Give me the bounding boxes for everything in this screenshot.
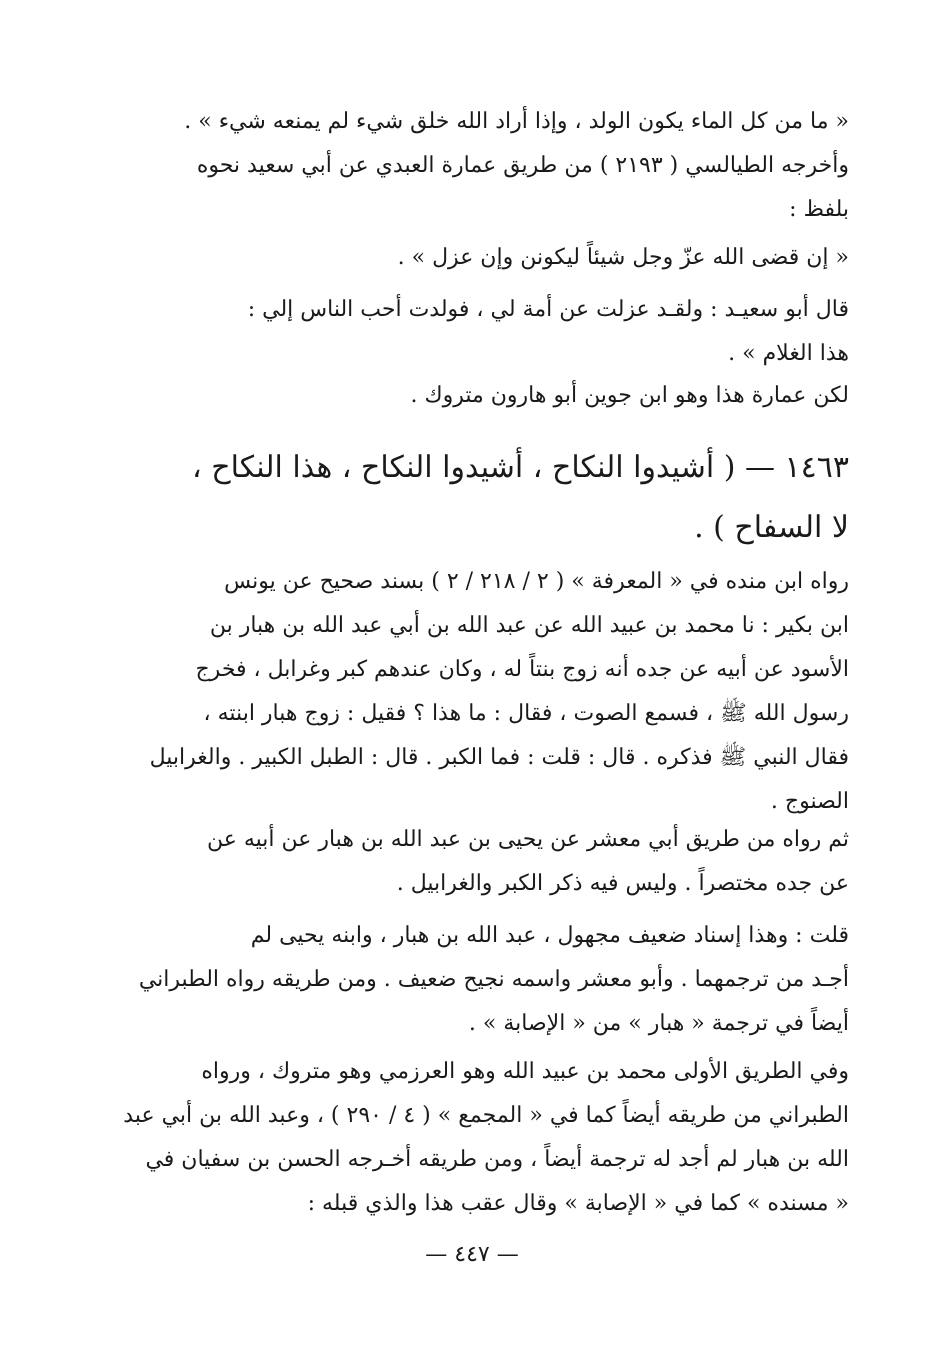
text-line: قال أبو سعيـد : ولقـد عزلت عن أمة لي ، فولدت أحب الناس إلي : (247, 297, 849, 322)
text-line: هذا الغلام » . (728, 341, 849, 366)
text-line: أيضاً في ترجمة « هبار » من « الإصابة » . (468, 1011, 849, 1036)
text-line: الطبراني من طريقه أيضاً كما في « المجمع » ( ٤ / ٢٩٠ ) ، وعبد الله بن أبي عبد (123, 1103, 849, 1128)
paragraph-isnad-weak (124, 914, 849, 1046)
text-line: فقال النبي ﷺ فذكره . قال : قلت : فما الكبر . قال : الطبل الكبير . والغرابيل (149, 745, 849, 770)
text-line: قلت : وهذا إسناد ضعيف مجهول ، عبد الله بن هبار ، وابنه يحيى لم (250, 923, 849, 948)
text-line: « مسنده » كما في « الإصابة » وقال عقب هذا والذي قبله : (307, 1191, 849, 1216)
text-line: رسول الله ﷺ ، فسمع الصوت ، فقال : ما هذا ؟ فقيل : زوج هبار ابنته ، (203, 701, 849, 726)
heading-line: لا السفاح ) . (694, 510, 849, 545)
text-line: بلفظ : (789, 197, 849, 222)
paragraph-hadith-continuation (124, 100, 849, 232)
page-number: — ٤٤٧ — (425, 1242, 519, 1267)
text-line: الصنوج . (770, 789, 849, 814)
paragraph-ammara-note (124, 374, 849, 418)
paragraph-ibn-mandah (124, 560, 849, 824)
text-line: وأخرجه الطيالسي ( ٢١٩٣ ) من طريق عمارة العبدي عن أبي سعيد نحوه (196, 153, 849, 178)
text-line: « إن قضى الله عزّ وجل شيئاً ليكونن وإن عزل » . (397, 245, 849, 270)
heading-line: ١٤٦٣ — ( أشيدوا النكاح ، أشيدوا النكاح ، هذا النكاح ، (192, 450, 849, 485)
text-line: وفي الطريق الأولى محمد بن عبيد الله وهو العرزمي وهو متروك ، ورواه (201, 1059, 849, 1084)
text-line: عن جده مختصراً . وليس فيه ذكر الكبر والغرابيل . (396, 871, 849, 896)
text-line: لكن عمارة هذا وهو ابن جوين أبو هارون متروك . (410, 383, 849, 408)
text-line: « ما من كل الماء يكون الولد ، وإذا أراد الله خلق شيء لم يمنعه شيء » . (184, 109, 849, 134)
text-line: الله بن هبار لم أجد له ترجمة أيضاً ، ومن طريقه أخـرجه الحسن بن سفيان في (145, 1147, 849, 1172)
text-line: ابن بكير : نا محمد بن عبيد الله عن عبد الله بن أبي عبد الله بن هبار بن (209, 613, 849, 638)
quoted-hadith (124, 236, 849, 280)
paragraph-first-route (124, 1050, 849, 1226)
hadith-heading-1463 (124, 438, 849, 558)
text-line: أجـد من ترجمهما . وأبو معشر واسمه نجيح ضعيف . ومن طريقه رواه الطبراني (138, 967, 849, 992)
text-line: الأسود عن أبيه عن جده أنه زوج بنتاً له ، وكان عندهم كبر وغرابل ، فخرج (195, 657, 849, 682)
text-line: ثم رواه من طريق أبي معشر عن يحيى بن عبد الله بن هبار عن أبيه عن (206, 827, 849, 852)
paragraph-abu-said (124, 288, 849, 376)
paragraph-abu-mashar (124, 818, 849, 906)
text-line: رواه ابن منده في « المعرفة » ( ٢ / ٢١٨ / ٢ ) بسند صحيح عن يونس (224, 569, 849, 594)
